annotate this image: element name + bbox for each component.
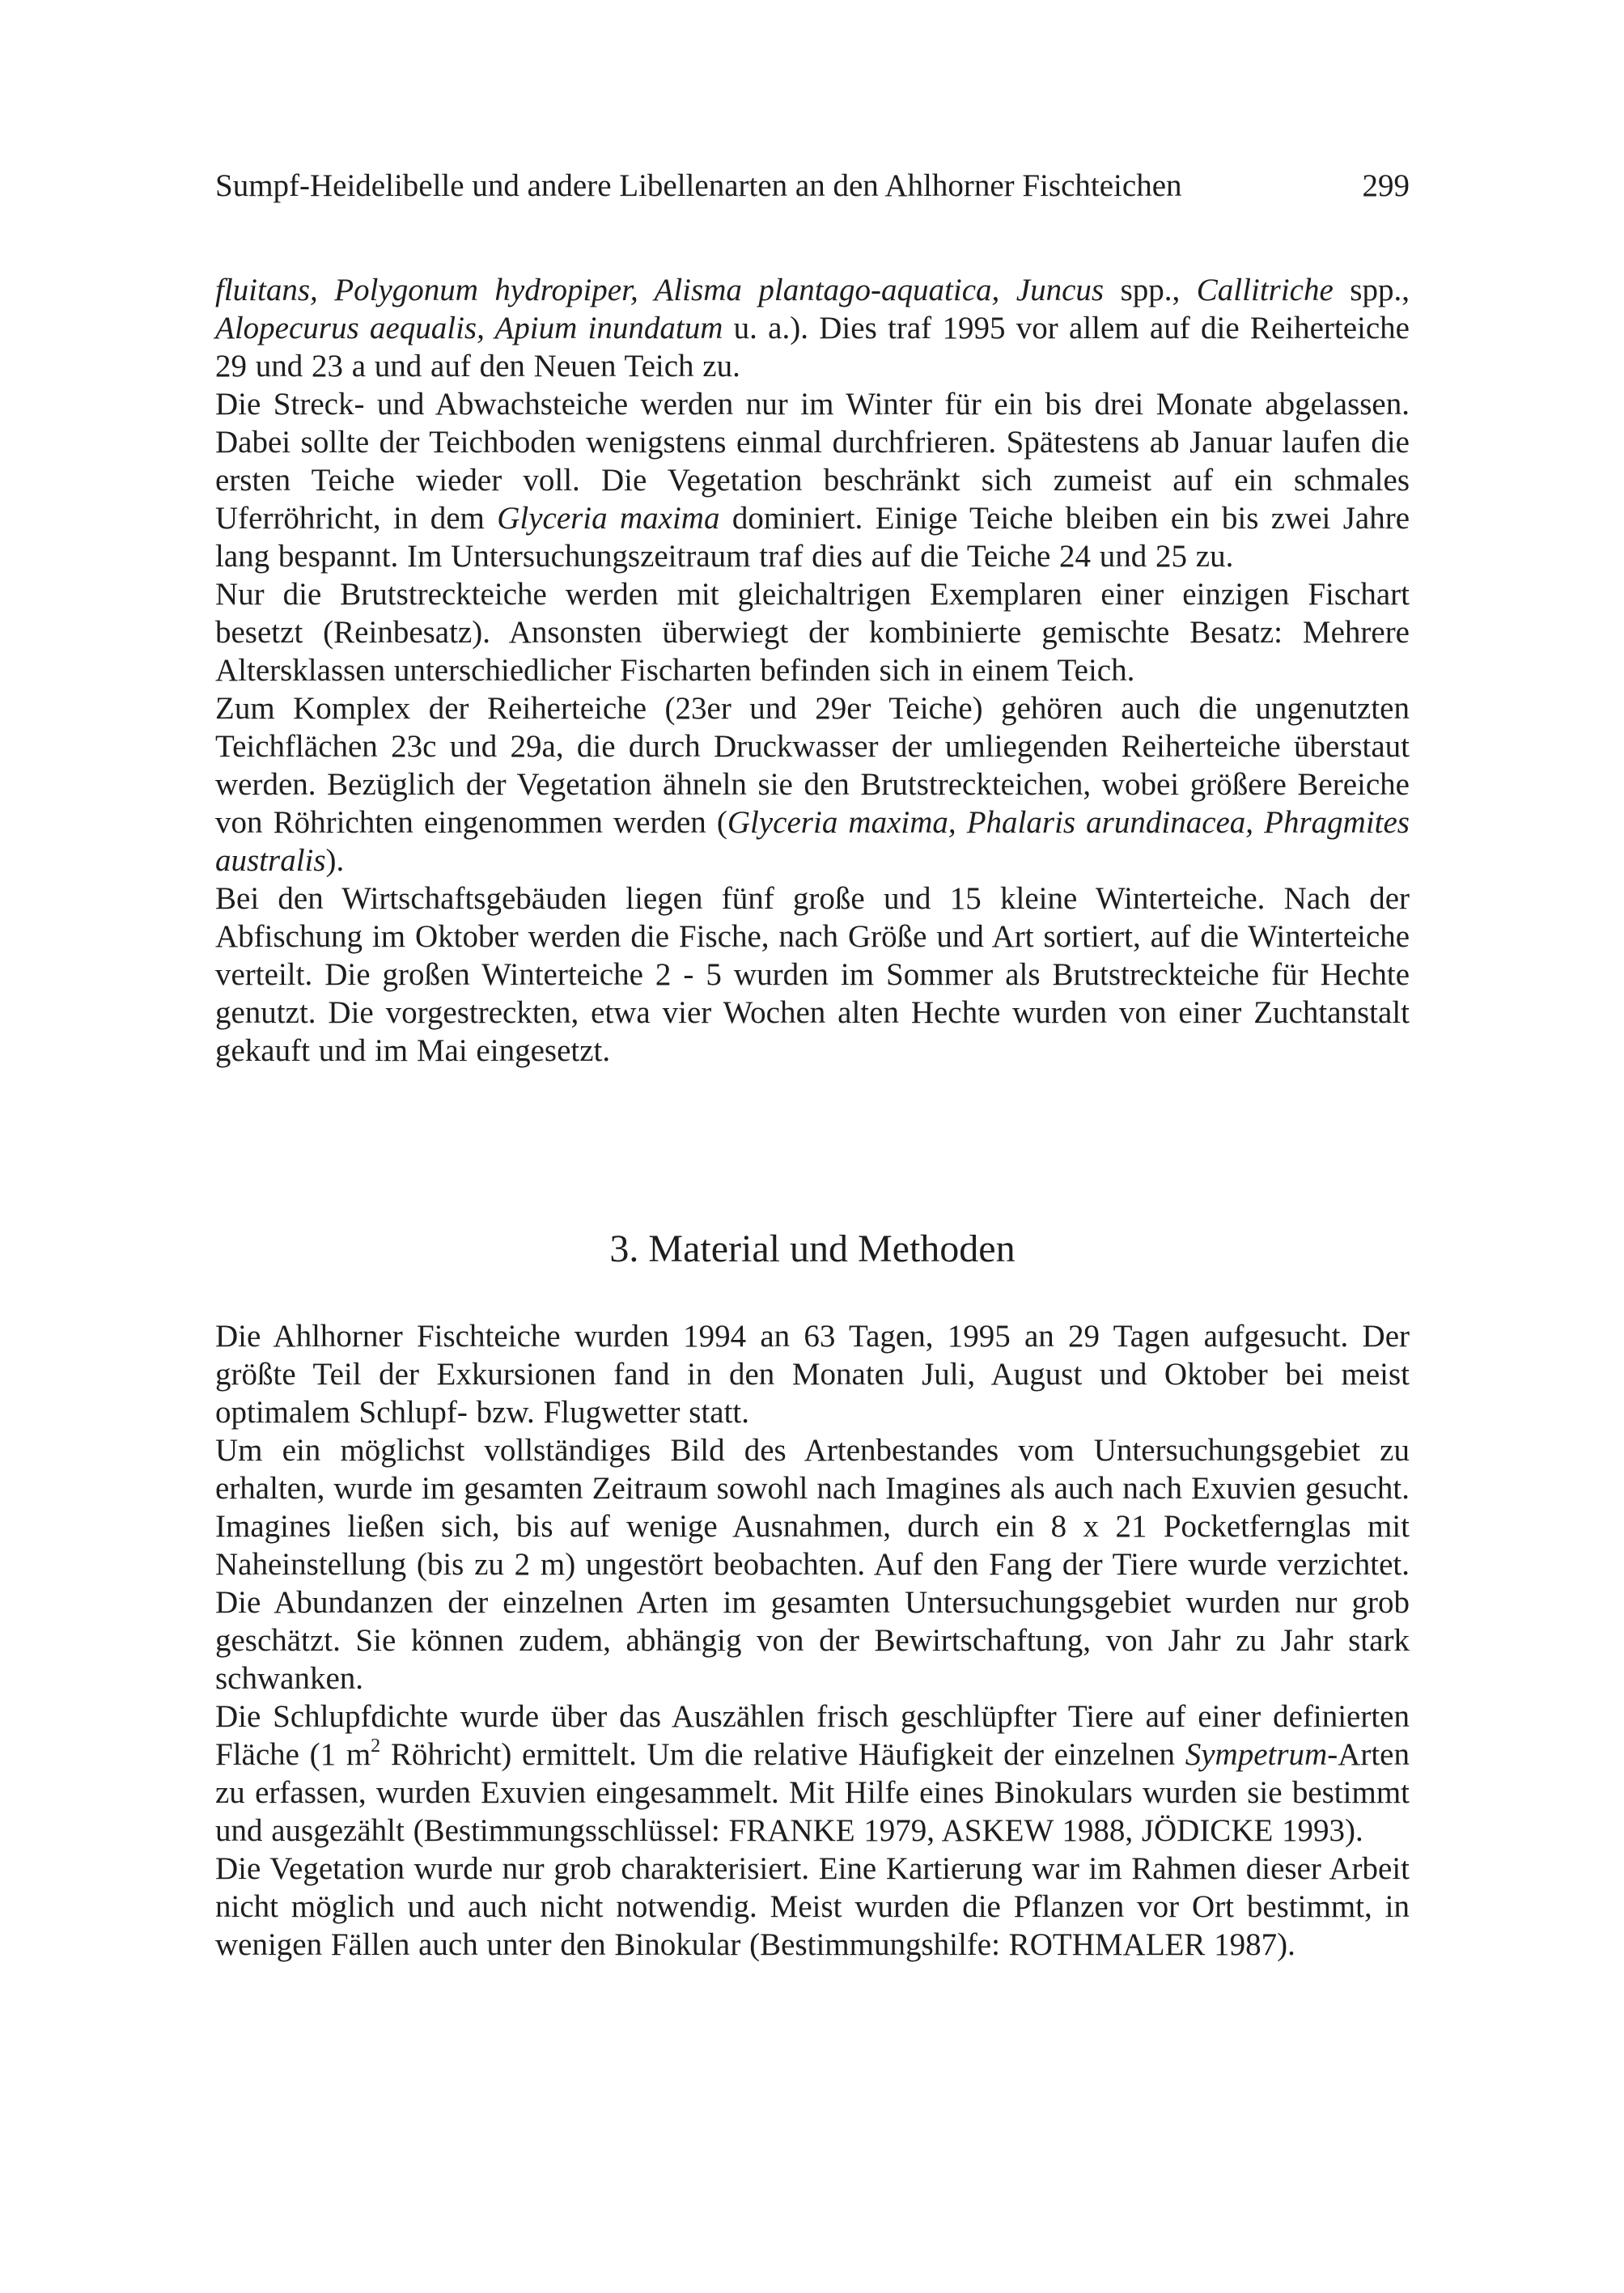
section-heading: 3. Material und Methoden (609, 1227, 1016, 1270)
paragraph-9: Die Vegetation wurde nur grob charakterisiert. Eine Kartierung war im Rahmen dieser Arbeit nicht möglich und auch nicht notwendig. Meist wurden die Pflanzen vor Ort bestimmt, in wenigen Fällen auch unter den Binokular (Bestimmungshilfe: ROTHMALER 1987). (215, 1851, 1410, 1962)
page-number: 299 (1362, 168, 1410, 203)
body-text-top (215, 271, 1410, 1070)
text-span: u. a.). Dies traf 1995 vor allem auf die Reiherteiche 29 und 23 a und auf den Neuen Teich zu. (215, 311, 1410, 384)
text-span: spp., (1104, 273, 1197, 307)
paragraph-7: Um ein möglichst vollständiges Bild des Artenbestandes vom Untersuchungsgebiet zu erhalten, wurde im gesamten Zeitraum sowohl nach Imagines als auch nach Exuvien gesucht. Imagines ließen sich, bis auf wenige Ausnahmen, durch ein 8 x 21 Pocketfernglas mit Naheinstellung (bis zu 2 m) ungestört beobachten. Auf den Fang der Tiere wurde verzichtet. Die Abundanzen der einzelnen Arten im gesamten Untersuchungsgebiet wurden nur grob geschätzt. Sie können zudem, abhängig von der Bewirtschaftung, von Jahr zu Jahr stark schwanken. (215, 1433, 1410, 1696)
text-span: Röhricht) ermittelt. Um die relative Häufigkeit der einzelnen (380, 1737, 1185, 1772)
paragraph-8 (215, 1697, 1410, 1850)
text-span: -Arten zu erfassen, wurden Exuvien eingesammelt. Mit Hilfe eines Binokulars wurden sie bestimmt und ausgezählt (Bestimmungsschlüssel: FRANKE 1979, ASKEW 1988, JÖDICKE 1993). (215, 1737, 1410, 1848)
species-italic: Callitriche (1196, 273, 1334, 307)
species-list-italic: Glyceria maxima, Phalaris arundinacea, Phragmites australis (215, 805, 1410, 878)
text-span: spp., (1333, 273, 1410, 307)
text-span: Zum Komplex der Reiherteiche (23er und 29er Teiche) gehören auch die ungenutzten Teichflächen 23c und 29a, die durch Druckwasser der umliegenden Reiherteiche überstaut werden. Bezüglich der Vegetation ähneln sie den Brutstreckteichen, wobei größere Bereiche von Röhrichten eingenommen werden ( (215, 691, 1410, 840)
paragraph-2 (215, 385, 1410, 575)
running-title: Sumpf-Heidelibelle und andere Libellenarten an den Ahlhorner Fischteichen (215, 168, 1182, 203)
running-header (215, 165, 1410, 207)
body-text-bottom (215, 1317, 1410, 1964)
text-span: dominiert. Einige Teiche bleiben ein bis zwei Jahre lang bespannt. Im Untersuchungszeitraum traf dies auf die Teiche 24 und 25 zu. (215, 501, 1410, 574)
paragraph-5: Bei den Wirtschaftsgebäuden liegen fünf große und 15 kleine Winterteiche. Nach der Abfischung im Oktober werden die Fische, nach Größe und Art sortiert, auf die Winterteiche verteilt. Die großen Winterteiche 2 - 5 wurden im Sommer als Brutstreckteiche für Hechte genutzt. Die vorgestreckten, etwa vier Wochen alten Hechte wurden von einer Zuchtanstalt gekauft und im Mai eingesetzt. (215, 881, 1410, 1068)
text-span: Die Streck- und Abwachsteiche werden nur im Winter für ein bis drei Monate abgelassen. Dabei sollte der Teichboden wenigstens einmal durchfrieren. Spätestens ab Januar laufen die ersten Teiche wieder voll. Die Vegetation beschränkt sich zumeist auf ein schmales Uferröhricht, in dem (215, 387, 1410, 536)
superscript: 2 (371, 1736, 381, 1757)
paragraph-4 (215, 689, 1410, 879)
species-italic: Glyceria maxima (497, 501, 720, 536)
paragraph-6: Die Ahlhorner Fischteiche wurden 1994 an 63 Tagen, 1995 an 29 Tagen aufgesucht. Der größte Teil der Exkursionen fand in den Monaten Juli, August und Oktober bei meist optimalem Schlupf- bzw. Flugwetter statt. (215, 1319, 1410, 1430)
species-list-italic: Alopecurus aequalis, Apium inundatum (215, 311, 723, 345)
text-span: Die Schlupfdichte wurde über das Auszählen frisch geschlüpfter Tiere auf einer definierten Fläche (1 m (215, 1699, 1410, 1772)
genus-italic: Sympetrum (1185, 1737, 1328, 1772)
species-list-italic: fluitans, Polygonum hydropiper, Alisma plantago-aquatica, Juncus (215, 273, 1105, 307)
paragraph-1 (215, 271, 1410, 385)
paragraph-3: Nur die Brutstreckteiche werden mit gleichaltrigen Exemplaren einer einzigen Fischart besetzt (Reinbesatz). Ansonsten überwiegt der kombinierte gemischte Besatz: Mehrere Altersklassen unterschiedlicher Fischarten befinden sich in einem Teich. (215, 577, 1410, 688)
text-span: ). (325, 843, 345, 878)
